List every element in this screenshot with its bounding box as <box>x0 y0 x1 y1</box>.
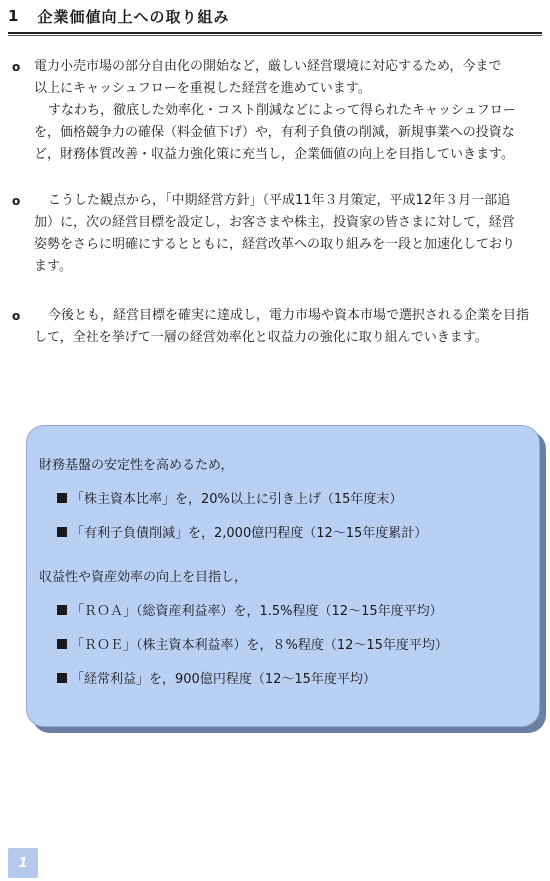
paragraph-line: 以上にキャッシュフローを重視した経営を進めています。 <box>34 81 371 96</box>
target-item-text: 「経常利益」を，900億円程度（12～15年度平均） <box>71 672 376 687</box>
paragraph-3 <box>12 305 540 349</box>
square-bullet-icon <box>57 673 67 683</box>
square-bullet-icon <box>57 527 67 537</box>
section-header <box>8 0 542 34</box>
target-item-text: 「株主資本比率」を，20%以上に引き上げ（15年度末） <box>71 492 403 507</box>
target-item-text: 「ＲＯＡ」（総資産利益率）を，1.5%程度（12～15年度平均） <box>71 604 443 619</box>
target-item-text: 「ＲＯＥ」（株主資本利益率）を，８%程度（12～15年度平均） <box>71 638 448 653</box>
paragraph-line: 今後とも，経営目標を確実に達成し，電力市場や資本市場で選択される企業を目指 <box>48 308 530 323</box>
square-bullet-icon <box>57 639 67 649</box>
paragraph-line: ど，財務体質改善・収益力強化策に充当し，企業価値の向上を目指していきます。 <box>34 147 514 162</box>
paragraph-line: すなわち，徹底した効率化・コスト削減などによって得られたキャッシュフロー <box>48 103 516 118</box>
bullet-marker: o <box>12 309 21 323</box>
paragraph-line: ます。 <box>34 259 72 274</box>
page-number: 1 <box>8 848 38 878</box>
square-bullet-icon <box>57 493 67 503</box>
square-bullet-icon <box>57 605 67 615</box>
management-targets-box <box>26 425 540 727</box>
paragraph-2 <box>12 190 540 278</box>
target-item <box>57 522 427 541</box>
paragraph-line: して，全社を挙げて一層の経営効率化と収益力の強化に取り組んでいきます。 <box>34 330 488 345</box>
section-number: 1 <box>8 7 20 25</box>
target-item <box>57 600 443 619</box>
paragraph-line: 姿勢をさらに明確にするとともに，経営改革への取り組みを一段と加速化しており <box>34 237 516 252</box>
profitability-heading: 収益性や資産効率の向上を目指し， <box>39 570 248 585</box>
paragraph-line: 加）に，次の経営目標を設定し，お客さまや株主，投資家の皆さまに対して，経営 <box>34 215 515 230</box>
target-item <box>57 488 402 507</box>
paragraph-line: 電力小売市場の部分自由化の開始など，厳しい経営環境に対応するため，今まで <box>34 59 502 74</box>
bullet-marker: o <box>12 60 21 74</box>
target-item-text: 「有利子負債削減」を，2,000億円程度（12～15年度累計） <box>71 526 428 541</box>
financial-stability-heading: 財務基盤の安定性を高めるため， <box>39 458 234 473</box>
section-title: 企業価値向上への取り組み <box>37 7 230 26</box>
paragraph-line: こうした観点から，「中期経営方針」（平成11年３月策定，平成12年３月一部追 <box>48 193 511 208</box>
paragraph-1 <box>12 56 540 166</box>
target-item <box>57 634 448 653</box>
target-item <box>57 668 376 687</box>
paragraph-line: を，価格競争力の確保（料金値下げ）や，有利子負債の削減，新規事業への投資な <box>34 125 515 140</box>
bullet-marker: o <box>12 194 21 208</box>
header-divider <box>8 35 542 36</box>
